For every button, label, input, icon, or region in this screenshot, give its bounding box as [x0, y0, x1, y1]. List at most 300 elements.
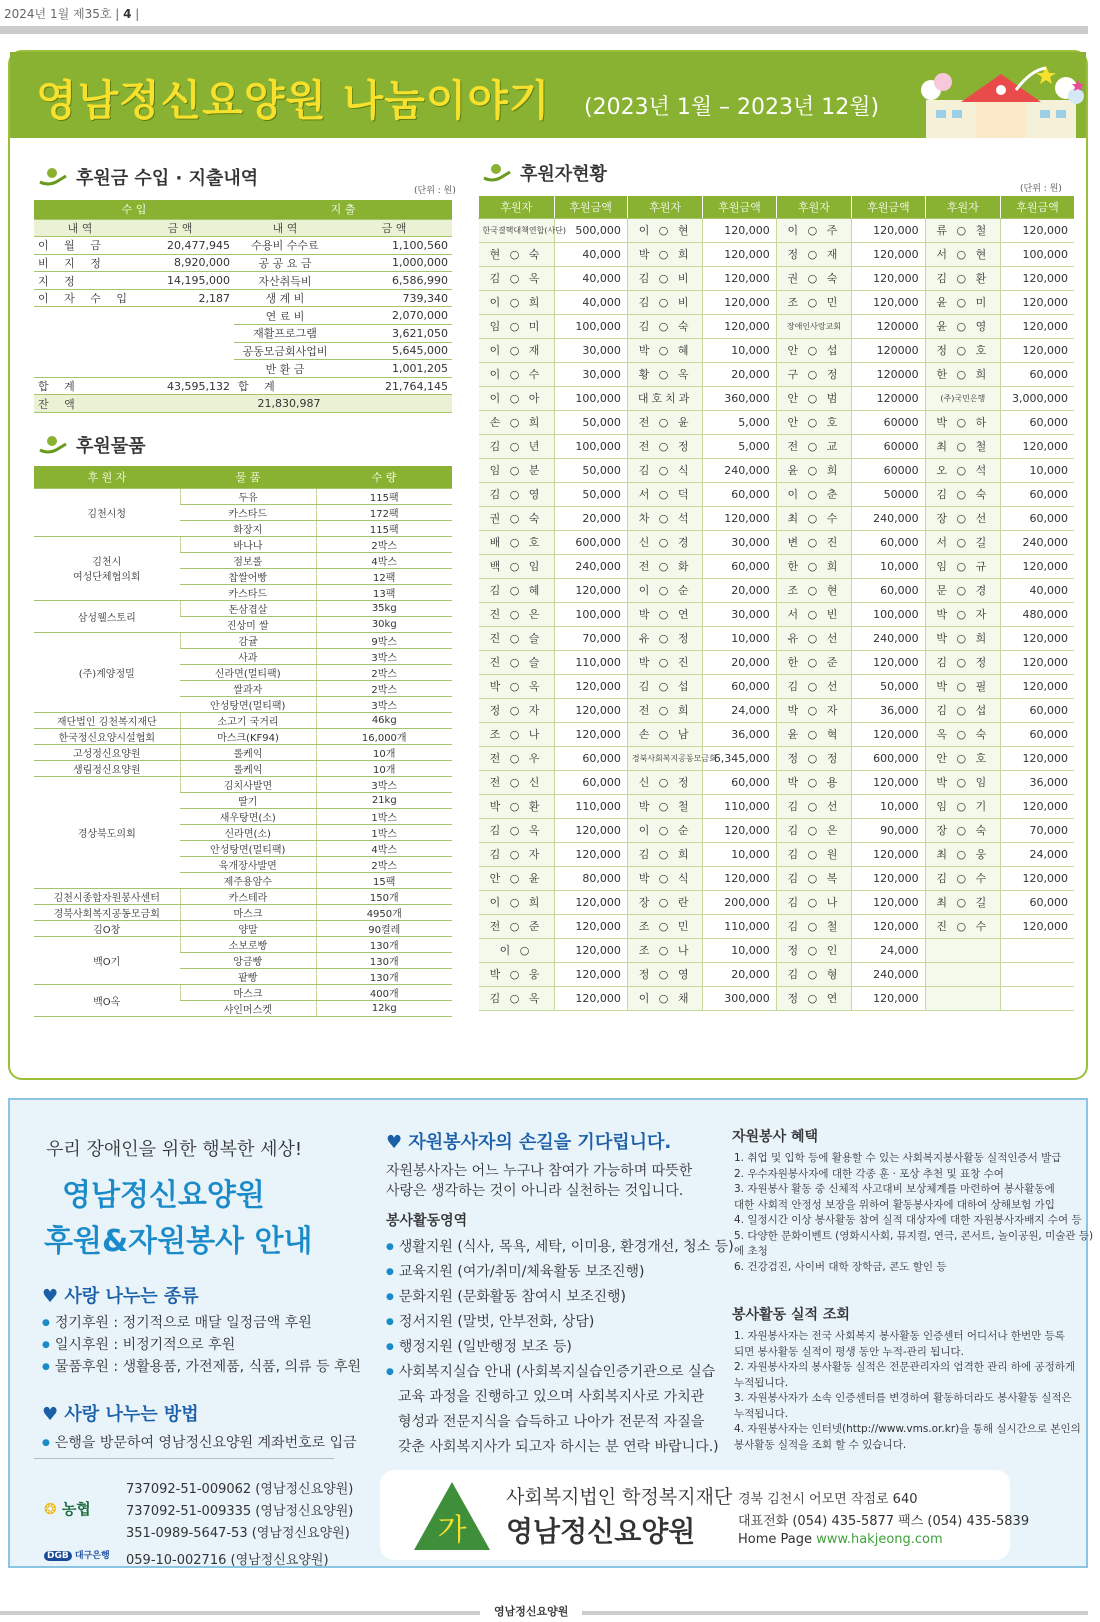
sponsor-row [479, 218, 1075, 242]
benefit-item: 3. 자원봉사 활동 중 신체적 사고대비 보상체계를 마련하여 봉사활동에 [734, 1183, 1055, 1195]
page-number: 4 [123, 7, 132, 21]
area-item: ● 사회복지실습 안내 (사회복지실습인증기관으로 실습 [386, 1361, 715, 1381]
sponsor-name: 신 ○ 경 [627, 530, 703, 554]
sponsor-name: 서 ○ 빈 [776, 602, 852, 626]
sponsor-amount: 50,000 [852, 674, 925, 698]
sponsor-amount: 120,000 [554, 938, 627, 962]
sponsor-name: 김 ○ 영 [479, 482, 555, 506]
sponsor-amount: 120,000 [1001, 266, 1074, 290]
sponsor-name: 박 ○ 하 [925, 410, 1001, 434]
sponsor-name: 윤 ○ 혁 [776, 722, 852, 746]
sponsor-amount: 10,000 [703, 842, 776, 866]
sponsor-name: 김 ○ 복 [776, 866, 852, 890]
account-number: 737092-51-009335 (영남정신요양원) [126, 1504, 354, 1519]
sponsor-amount: 60,000 [1001, 362, 1074, 386]
sponsor-amount: 120,000 [554, 674, 627, 698]
income-amount: 8,920,000 [126, 254, 234, 272]
sponsor-name: 한 ○ 희 [925, 362, 1001, 386]
sponsor-amount: 110,000 [703, 914, 776, 938]
goods-qty: 13팩 [316, 584, 452, 600]
sponsor-amount: 120,000 [703, 266, 776, 290]
sponsor-name: 김 ○ 은 [776, 818, 852, 842]
goods-item: 마스크 [180, 904, 316, 920]
sponsor-amount: 100,000 [554, 314, 627, 338]
sponsor-amount: 70,000 [1001, 818, 1074, 842]
sponsor-name: 안 ○ 범 [776, 386, 852, 410]
sponsor-col-header: 후원자 [776, 196, 852, 218]
benefit-item: 2. 우수자원봉사자에 대한 각종 훈 · 포상 추천 및 표창 수여 [734, 1167, 1004, 1180]
benefit-item: 1. 취업 및 입학 등에 활용할 수 있는 사회복지봉사활동 실적인증서 발급 [734, 1152, 1062, 1164]
goods-item: 점보롤 [180, 552, 316, 568]
sponsor-amount: 120,000 [1001, 338, 1074, 362]
goods-item: 화장지 [180, 520, 316, 536]
benefit-item: 6. 건강검진, 사이버 대학 장학금, 콘도 할인 등 [734, 1260, 947, 1273]
record-item: 누적됩니다. [734, 1407, 789, 1420]
sponsor-amount: 50,000 [554, 458, 627, 482]
sponsor-name: 옥 ○ 숙 [925, 722, 1001, 746]
section-sponsors [482, 160, 607, 186]
expense-item: 생 계 비 [234, 289, 336, 307]
sponsor-amount: 5,000 [703, 434, 776, 458]
sponsor-row [479, 602, 1075, 626]
sponsor-name: 김 ○ 섭 [627, 674, 703, 698]
goods-qty: 35kg [316, 600, 452, 616]
sponsor-name: 김 ○ 옥 [479, 986, 555, 1010]
goods-qty: 16,000개 [316, 728, 452, 744]
info-title-2: 후원&자원봉사 안내 [44, 1224, 313, 1259]
goods-item: 바나나 [180, 536, 316, 552]
sponsor-row [479, 842, 1075, 866]
sponsor-row [479, 266, 1075, 290]
sponsor-name: 윤 ○ 미 [925, 290, 1001, 314]
goods-qty: 2박스 [316, 664, 452, 680]
goods-qty: 3박스 [316, 696, 452, 712]
sponsor-amount [1001, 962, 1074, 986]
table-row [34, 744, 452, 760]
goods-qty: 2박스 [316, 680, 452, 696]
sponsor-amount: 120,000 [1001, 650, 1074, 674]
goods-item: 두유 [180, 488, 316, 504]
sponsor-amount: 3,000,000 [1001, 386, 1074, 410]
sponsor-name: 조 ○ 나 [479, 722, 555, 746]
sponsor-row [479, 578, 1075, 602]
table-row [34, 632, 452, 648]
sponsor-amount: 6,345,000 [703, 746, 776, 770]
sponsor-row [479, 626, 1075, 650]
sponsor-amount: 24,000 [852, 938, 925, 962]
sponsor-col-header: 후원자 [627, 196, 703, 218]
goods-qty: 21kg [316, 792, 452, 808]
sponsor-amount: 120,000 [554, 890, 627, 914]
sponsor-amount: 100,000 [852, 602, 925, 626]
sub-header: 금 액 [126, 219, 234, 237]
sponsor-amount: 10,000 [852, 554, 925, 578]
sponsor-amount: 120,000 [852, 770, 925, 794]
sponsor-name: 전 ○ 희 [627, 698, 703, 722]
sponsor-name: (주)국민은행 [925, 386, 1001, 410]
sponsor-amount: 120,000 [1001, 746, 1074, 770]
goods-qty: 400개 [316, 984, 452, 1000]
expense-amount: 3,621,050 [336, 325, 452, 343]
sponsor-name: 서 ○ 길 [925, 530, 1001, 554]
sponsor-amount: 50000 [852, 482, 925, 506]
sponsor-amount: 20,000 [554, 506, 627, 530]
sponsor-amount: 120,000 [554, 818, 627, 842]
benefit-item: 4. 일정시간 이상 봉사활동 참여 실적 대상자에 대한 자원봉사자배지 수여 등 [734, 1214, 1082, 1226]
sub-header: 금 액 [336, 219, 452, 237]
sponsor-name: 안 ○ 윤 [479, 866, 555, 890]
sponsor-name: 박 ○ 연 [627, 602, 703, 626]
goods-donor: 고성정신요양원 [34, 744, 180, 760]
goods-item: 양말 [180, 920, 316, 936]
table-row [34, 254, 452, 272]
sponsor-name: 황 ○ 옥 [627, 362, 703, 386]
goods-item: 롤케익 [180, 760, 316, 776]
account-number: 351-0989-5647-53 (영남정신요양원) [126, 1526, 350, 1541]
method-text: ● 은행을 방문하여 영남정신요양원 계좌번호로 입금 [42, 1432, 357, 1452]
sponsor-name: 한 ○ 준 [776, 650, 852, 674]
goods-item: 쌀과자 [180, 680, 316, 696]
sponsor-amount: 60,000 [852, 530, 925, 554]
record-item: 4. 자원봉사자는 인터넷(http://www.vms.or.kr)을 통해 실시간으로 본인의 [734, 1423, 1081, 1435]
sponsor-name: 백 ○ 임 [479, 554, 555, 578]
sponsor-amount: 10,000 [703, 626, 776, 650]
sponsor-amount: 120,000 [852, 290, 925, 314]
goods-qty: 9박스 [316, 632, 452, 648]
sponsor-amount: 120,000 [1001, 866, 1074, 890]
sponsor-name: 최 ○ 길 [925, 890, 1001, 914]
sponsor-name: 이 ○ 수 [479, 362, 555, 386]
record-item: 1. 자원봉사자는 전국 사회복지 봉사활동 인증센터 어디서나 한번만 등록 [734, 1330, 1065, 1342]
sponsor-name: 정 ○ 연 [776, 986, 852, 1010]
area-title: 봉사활동영역 [386, 1213, 468, 1229]
sponsor-amount: 600,000 [852, 746, 925, 770]
sponsor-amount: 60,000 [703, 482, 776, 506]
vol-intro: 사랑은 생각하는 것이 아니라 실천하는 것입니다. [386, 1183, 684, 1199]
sponsor-amount: 24,000 [1001, 842, 1074, 866]
sponsor-name: 서 ○ 현 [925, 242, 1001, 266]
sponsor-name: 이 ○ 채 [627, 986, 703, 1010]
table-row [34, 728, 452, 744]
sponsor-amount: 200,000 [703, 890, 776, 914]
sponsor-amount: 240,000 [1001, 530, 1074, 554]
sponsor-row [479, 722, 1075, 746]
sponsor-amount: 120,000 [554, 986, 627, 1010]
sponsor-name: 이 ○ 춘 [776, 482, 852, 506]
total-label: 합 계 [34, 377, 126, 395]
sponsor-name: 이 ○ 아 [479, 386, 555, 410]
sponsor-name: 안 ○ 호 [776, 410, 852, 434]
record-title: 봉사활동 실적 조회 [732, 1307, 850, 1323]
sponsor-name: 최 ○ 수 [776, 506, 852, 530]
sponsor-row [479, 650, 1075, 674]
sponsor-amount: 600,000 [554, 530, 627, 554]
goods-qty: 130개 [316, 936, 452, 952]
sponsor-amount: 30,000 [554, 338, 627, 362]
expense-amount: 6,586,990 [336, 272, 452, 290]
goods-donor: 김O창 [34, 920, 180, 936]
sponsor-amount: 120,000 [852, 242, 925, 266]
sponsor-row [479, 554, 1075, 578]
sponsor-name [925, 962, 1001, 986]
sponsor-name: 장애인사랑교회 [776, 314, 852, 338]
sponsor-name: 조 ○ 민 [627, 914, 703, 938]
goods-item: 진상미 쌀 [180, 616, 316, 632]
empty-cell [34, 307, 234, 377]
sponsor-name: 문 ○ 경 [925, 578, 1001, 602]
sponsor-amount: 120,000 [1001, 674, 1074, 698]
sponsor-name: 김 ○ 옥 [479, 818, 555, 842]
record-item: 3. 자원봉사자가 소속 인증센터를 변경하여 활동하더라도 봉사활동 실적은 [734, 1392, 1072, 1404]
sponsor-row [479, 866, 1075, 890]
income-amount: 20,477,945 [126, 237, 234, 255]
goods-qty: 130개 [316, 968, 452, 984]
sponsor-amount: 60,000 [554, 746, 627, 770]
table-row [34, 904, 452, 920]
sponsors-title: 후원자현황 [520, 164, 607, 185]
sponsor-name: 김 ○ 섭 [925, 698, 1001, 722]
sponsor-col-header: 후원금액 [1001, 196, 1074, 218]
kinds-item: ● 일시후원 : 비정기적으로 후원 [42, 1334, 235, 1354]
sponsor-name: 이 ○ [479, 938, 555, 962]
phone: 대표전화 (054) 435-5877 팩스 (054) 435-5839 [738, 1514, 1030, 1529]
sponsor-row [479, 386, 1075, 410]
table-row [34, 488, 452, 504]
record-item: 봉사활동 실적을 조회 할 수 있습니다. [734, 1438, 907, 1451]
sponsor-name: 이 ○ 희 [479, 890, 555, 914]
sponsor-amount: 40,000 [1001, 578, 1074, 602]
goods-qty: 10개 [316, 760, 452, 776]
goods-qty: 12팩 [316, 568, 452, 584]
income-expense-unit: (단위 : 원) [414, 186, 456, 196]
goods-qty: 1박스 [316, 808, 452, 824]
sponsor-amount: 120000 [852, 386, 925, 410]
sponsor-amount: 120,000 [554, 578, 627, 602]
goods-qty: 3박스 [316, 648, 452, 664]
goods-item: 샤인머스켓 [180, 1000, 316, 1016]
sponsor-amount: 120,000 [1001, 554, 1074, 578]
sponsor-name: 유 ○ 선 [776, 626, 852, 650]
sponsor-amount: 120000 [852, 362, 925, 386]
goods-item: 김치사발면 [180, 776, 316, 792]
table-row [34, 888, 452, 904]
income-amount: 14,195,000 [126, 272, 234, 290]
sponsor-amount: 100,000 [554, 602, 627, 626]
goods-col-item: 물 품 [180, 466, 316, 488]
goods-qty: 150개 [316, 888, 452, 904]
sponsor-amount: 120,000 [852, 266, 925, 290]
table-row [34, 712, 452, 728]
sponsor-amount: 240,000 [852, 626, 925, 650]
expense-header: 지 출 [234, 200, 452, 219]
sponsor-amount: 120,000 [852, 914, 925, 938]
sponsor-row [479, 410, 1075, 434]
sponsor-name [925, 986, 1001, 1010]
banner [10, 52, 1086, 138]
sponsor-name: 박 ○ 웅 [479, 962, 555, 986]
sponsor-amount: 120,000 [703, 506, 776, 530]
sponsor-name: 정 ○ 호 [925, 338, 1001, 362]
goods-col-qty: 수 량 [316, 466, 452, 488]
sponsor-amount: 40,000 [554, 290, 627, 314]
benefit-item: 에 초청 [734, 1245, 768, 1257]
sponsor-amount: 120,000 [703, 218, 776, 242]
sponsor-name: 배 ○ 호 [479, 530, 555, 554]
table-row [34, 920, 452, 936]
goods-item: 마스크(KF94) [180, 728, 316, 744]
donation-report-box [8, 50, 1088, 1080]
org-sub: 사회복지법인 학정복지재단 [506, 1486, 733, 1508]
sponsor-name: 이 ○ 재 [479, 338, 555, 362]
sponsor-amount: 300,000 [703, 986, 776, 1010]
sponsor-amount: 50,000 [554, 410, 627, 434]
expense-item: 재활프로그램 [234, 325, 336, 343]
goods-item: 제주용암수 [180, 872, 316, 888]
kinds-item: ● 정기후원 : 정기적으로 매달 일정금액 후원 [42, 1312, 312, 1332]
sponsor-name: 윤 ○ 영 [925, 314, 1001, 338]
sponsor-row [479, 962, 1075, 986]
vol-title: ♥ 자원봉사자의 손길을 기다립니다. [386, 1132, 672, 1153]
sponsor-name: 임 ○ 기 [925, 794, 1001, 818]
sponsor-amount: 110,000 [554, 794, 627, 818]
sponsor-amount: 60000 [852, 434, 925, 458]
sponsor-name: 정 ○ 자 [479, 698, 555, 722]
sponsor-name: 권 ○ 숙 [776, 266, 852, 290]
hands-heart-icon [38, 434, 68, 456]
header-bar [0, 26, 1088, 34]
table-row [34, 760, 452, 776]
total-expense: 21,764,145 [336, 377, 452, 395]
sponsor-name: 윤 ○ 희 [776, 458, 852, 482]
account-list [34, 1458, 334, 1459]
daegu-bank-logo: DGB 대구은행 [44, 1548, 110, 1561]
sponsors-table [478, 196, 1074, 1011]
sponsor-name: 김 ○ 옥 [479, 266, 555, 290]
sponsor-name: 김 ○ 숙 [627, 314, 703, 338]
sponsor-amount: 80,000 [554, 866, 627, 890]
sponsor-name: 장 ○ 선 [925, 506, 1001, 530]
expense-item: 공동모금회사업비 [234, 342, 336, 360]
sponsor-amount: 120,000 [852, 218, 925, 242]
sponsor-amount: 120,000 [852, 986, 925, 1010]
sponsor-amount: 120,000 [554, 722, 627, 746]
expense-item: 자산취득비 [234, 272, 336, 290]
sponsor-name: 김 ○ 년 [479, 434, 555, 458]
sponsor-amount: 120,000 [1001, 434, 1074, 458]
sponsor-amount: 120,000 [1001, 290, 1074, 314]
sponsor-amount: 120,000 [554, 914, 627, 938]
sponsor-name: 임 ○ 규 [925, 554, 1001, 578]
sponsor-row [479, 938, 1075, 962]
sponsor-name [925, 938, 1001, 962]
sponsor-amount: 110,000 [703, 794, 776, 818]
org-logo-icon [412, 1480, 492, 1552]
goods-item: 신라면(소) [180, 824, 316, 840]
sponsor-row [479, 338, 1075, 362]
sponsor-name: 김 ○ 자 [479, 842, 555, 866]
total-income: 43,595,132 [126, 377, 234, 395]
sponsor-amount: 500,000 [554, 218, 627, 242]
area-cont: 갖춘 사회복지사가 되고자 하시는 분 연락 바랍니다.) [398, 1439, 719, 1455]
method-title: ♥ 사랑 나누는 방법 [42, 1404, 199, 1425]
sponsor-amount: 120,000 [1001, 626, 1074, 650]
sponsor-name: 조 ○ 나 [627, 938, 703, 962]
sponsor-name: 이 ○ 순 [627, 818, 703, 842]
table-row [34, 776, 452, 792]
sponsor-amount: 60,000 [1001, 410, 1074, 434]
sponsor-name: 대호치과 [627, 386, 703, 410]
balance-label: 잔 액 [34, 395, 126, 413]
sponsor-amount: 120,000 [554, 698, 627, 722]
homepage-link[interactable]: www.hakjeong.com [816, 1532, 943, 1547]
expense-item: 반 환 금 [234, 360, 336, 378]
sponsor-name: 박 ○ 옥 [479, 674, 555, 698]
footer-text: 영남정신요양원 [480, 1603, 582, 1619]
income-item: 지 정 [34, 272, 126, 290]
goods-item: 안성탕면(멀티팩) [180, 840, 316, 856]
sponsor-row [479, 530, 1075, 554]
sponsor-name: 김 ○ 정 [925, 650, 1001, 674]
sponsor-name: 현 ○ 숙 [479, 242, 555, 266]
sponsor-col-header: 후원자 [925, 196, 1001, 218]
sponsor-amount: 36,000 [703, 722, 776, 746]
sponsor-name: 변 ○ 진 [776, 530, 852, 554]
sponsor-amount [1001, 938, 1074, 962]
goods-donor: 김천시 여성단체협의회 [34, 536, 180, 600]
sponsor-amount: 60,000 [703, 770, 776, 794]
income-item: 이 월 금 [34, 237, 126, 255]
sponsor-name: 박 ○ 필 [925, 674, 1001, 698]
goods-qty: 12kg [316, 1000, 452, 1016]
sponsor-name: 한국결핵대책연합(사단) [479, 218, 555, 242]
sponsor-amount: 120,000 [1001, 914, 1074, 938]
sponsor-name: 진 ○ 슬 [479, 650, 555, 674]
sponsor-amount: 120,000 [554, 962, 627, 986]
sponsor-row [479, 314, 1075, 338]
sponsor-amount: 120,000 [703, 818, 776, 842]
sponsor-name: 권 ○ 숙 [479, 506, 555, 530]
sponsor-amount: 60000 [852, 410, 925, 434]
sponsor-name: 경북사회복지공동모금회 [627, 746, 703, 770]
sponsor-name: 최 ○ 철 [925, 434, 1001, 458]
sponsor-row [479, 890, 1075, 914]
table-row [34, 237, 452, 255]
sponsor-name: 전 ○ 준 [479, 914, 555, 938]
sponsor-name: 김 ○ 숙 [925, 482, 1001, 506]
sponsor-name: 김 ○ 형 [776, 962, 852, 986]
benefit-title: 자원봉사 혜택 [732, 1129, 819, 1145]
goods-qty: 130개 [316, 952, 452, 968]
sponsor-row [479, 482, 1075, 506]
sponsor-name: 진 ○ 수 [925, 914, 1001, 938]
hands-heart-icon [482, 162, 512, 184]
sponsor-row [479, 986, 1075, 1010]
sponsor-name: 서 ○ 덕 [627, 482, 703, 506]
sponsor-col-header: 후원자 [479, 196, 555, 218]
sponsor-name: 전 ○ 우 [479, 746, 555, 770]
banner-period: (2023년 1월 – 2023년 12월) [584, 95, 880, 120]
goods-item: 안성탕면(멀티팩) [180, 696, 316, 712]
sponsor-name: 박 ○ 식 [627, 866, 703, 890]
sponsor-amount: 20,000 [703, 962, 776, 986]
goods-donor: 삼성웰스토리 [34, 600, 180, 632]
sponsor-name: 김 ○ 혜 [479, 578, 555, 602]
account-number: 059-10-002716 (영남정신요양원) [126, 1553, 329, 1568]
homepage: Home Page www.hakjeong.com [738, 1532, 943, 1547]
sub-header: 내 역 [234, 219, 336, 237]
section-goods [38, 432, 146, 458]
sponsor-name: 구 ○ 정 [776, 362, 852, 386]
